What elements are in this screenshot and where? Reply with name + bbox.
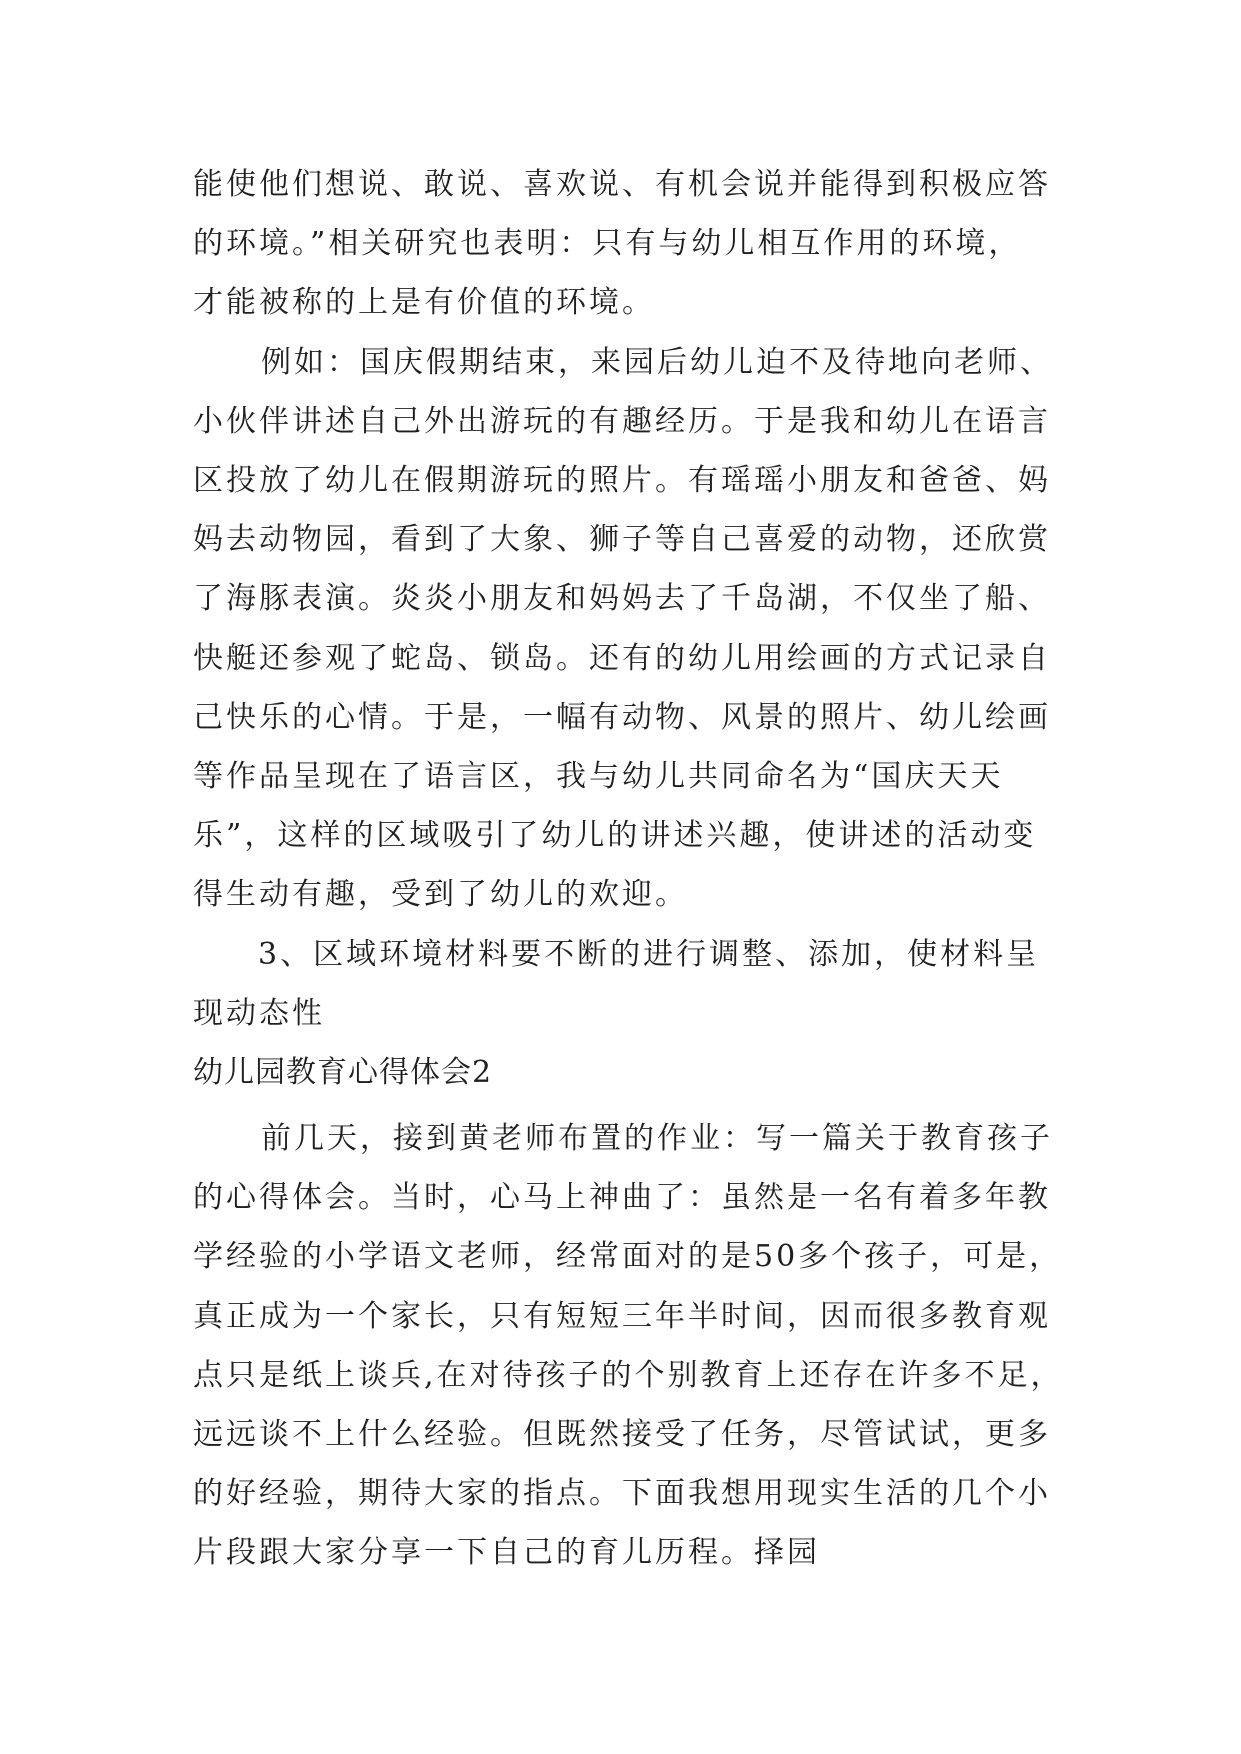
text-line: 现动态性 bbox=[193, 996, 325, 1031]
text-line: 得生动有趣，受到了幼儿的欢迎。 bbox=[193, 877, 688, 912]
section-heading: 幼儿园教育心得体会2 bbox=[193, 1055, 493, 1090]
text-line: 妈去动物园，看到了大象、狮子等自己喜爱的动物，还欣赏 bbox=[193, 522, 1051, 557]
text-line: 的环境。”相关研究也表明：只有与幼儿相互作用的环境， bbox=[193, 226, 1022, 261]
text-line: 乐”，这样的区域吸引了幼儿的讲述兴趣，使讲述的活动变 bbox=[193, 818, 1037, 853]
text-line: 己快乐的心情。于是，一幅有动物、风景的照片、幼儿绘画 bbox=[193, 700, 1051, 735]
text-line: 区投放了幼儿在假期游玩的照片。有瑶瑶小朋友和爸爸、妈 bbox=[193, 463, 1051, 498]
text-line: 的好经验，期待大家的指点。下面我想用现实生活的几个小 bbox=[193, 1476, 1051, 1511]
text-line: 远远谈不上什么经验。但既然接受了任务，尽管试试，更多 bbox=[193, 1417, 1051, 1452]
text-line: 前几天，接到黄老师布置的作业：写一篇关于教育孩子 bbox=[261, 1121, 1053, 1156]
text-line: 真正成为一个家长，只有短短三年半时间，因而很多教育观 bbox=[193, 1299, 1051, 1334]
text-line: 点只是纸上谈兵,在对待孩子的个别教育上还存在许多不足， bbox=[193, 1358, 1064, 1393]
text-line: 能使他们想说、敢说、喜欢说、有机会说并能得到积极应答 bbox=[193, 167, 1051, 202]
text-line: 小伙伴讲述自己外出游玩的有趣经历。于是我和幼儿在语言 bbox=[193, 404, 1051, 439]
text-line: 例如：国庆假期结束，来园后幼儿迫不及待地向老师、 bbox=[261, 345, 1053, 380]
text-line: 学经验的小学语文老师，经常面对的是50多个孩子，可是， bbox=[193, 1239, 1063, 1274]
text-line: 3、区域环境材料要不断的进行调整、添加，使材料呈 bbox=[258, 937, 1040, 972]
text-line: 片段跟大家分享一下自己的育儿历程。择园 bbox=[193, 1535, 820, 1570]
text-line: 快艇还参观了蛇岛、锁岛。还有的幼儿用绘画的方式记录自 bbox=[193, 641, 1051, 676]
text-line: 了海豚表演。炎炎小朋友和妈妈去了千岛湖，不仅坐了船、 bbox=[193, 581, 1051, 616]
text-line: 等作品呈现在了语言区，我与幼儿共同命名为“国庆天天 bbox=[193, 759, 1004, 794]
text-line: 的心得体会。当时，心马上神曲了：虽然是一名有着多年教 bbox=[193, 1180, 1051, 1215]
text-line: 才能被称的上是有价值的环境。 bbox=[193, 285, 655, 320]
